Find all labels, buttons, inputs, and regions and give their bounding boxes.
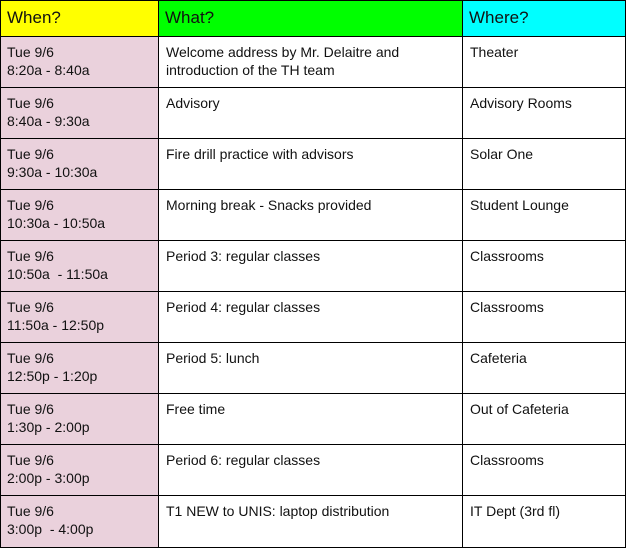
when-cell — [1, 445, 159, 496]
day-text: Tue 9/6 — [7, 44, 54, 60]
time-text: 10:30a - 10:50a — [7, 215, 106, 231]
table-row — [1, 445, 626, 496]
table-row — [1, 241, 626, 292]
day-text: Tue 9/6 — [7, 452, 54, 468]
where-cell: Solar One — [463, 139, 626, 190]
where-cell: Classrooms — [463, 292, 626, 343]
when-cell — [1, 88, 159, 139]
table-row — [1, 394, 626, 445]
day-text: Tue 9/6 — [7, 146, 54, 162]
table-row — [1, 139, 626, 190]
table-row — [1, 292, 626, 343]
when-cell — [1, 343, 159, 394]
day-text: Tue 9/6 — [7, 401, 54, 417]
when-cell — [1, 394, 159, 445]
time-text: 3:00p - 4:00p — [7, 521, 94, 537]
time-text: 9:30a - 10:30a — [7, 164, 98, 180]
day-text: Tue 9/6 — [7, 197, 54, 213]
what-cell: Advisory — [159, 88, 463, 139]
what-cell: Fire drill practice with advisors — [159, 139, 463, 190]
where-cell: Cafeteria — [463, 343, 626, 394]
table-row — [1, 37, 626, 88]
where-header: Where? — [463, 1, 626, 37]
when-cell — [1, 139, 159, 190]
where-cell: Student Lounge — [463, 190, 626, 241]
time-text: 8:40a - 9:30a — [7, 113, 90, 129]
day-text: Tue 9/6 — [7, 350, 54, 366]
what-cell: Morning break - Snacks provided — [159, 190, 463, 241]
where-cell: Out of Cafeteria — [463, 394, 626, 445]
what-header: What? — [159, 1, 463, 37]
time-text: 2:00p - 3:00p — [7, 470, 90, 486]
what-cell: Period 4: regular classes — [159, 292, 463, 343]
time-text: 12:50p - 1:20p — [7, 368, 98, 384]
when-cell — [1, 241, 159, 292]
what-cell: Welcome address by Mr. Delaitre and introduction of the TH team — [159, 37, 463, 88]
what-cell: T1 NEW to UNIS: laptop distribution — [159, 496, 463, 548]
time-text: 1:30p - 2:00p — [7, 419, 90, 435]
table-row — [1, 88, 626, 139]
what-cell: Free time — [159, 394, 463, 445]
time-text: 10:50a - 11:50a — [7, 266, 108, 282]
day-text: Tue 9/6 — [7, 503, 54, 519]
where-cell: Theater — [463, 37, 626, 88]
day-text: Tue 9/6 — [7, 248, 54, 264]
where-cell: Advisory Rooms — [463, 88, 626, 139]
where-cell: Classrooms — [463, 445, 626, 496]
where-cell: Classrooms — [463, 241, 626, 292]
what-cell: Period 3: regular classes — [159, 241, 463, 292]
day-text: Tue 9/6 — [7, 95, 54, 111]
where-cell: IT Dept (3rd fl) — [463, 496, 626, 548]
table-row — [1, 343, 626, 394]
time-text: 11:50a - 12:50p — [7, 317, 105, 333]
what-cell: Period 5: lunch — [159, 343, 463, 394]
what-cell: Period 6: regular classes — [159, 445, 463, 496]
time-text: 8:20a - 8:40a — [7, 62, 90, 78]
table-row — [1, 190, 626, 241]
when-cell — [1, 37, 159, 88]
when-header: When? — [1, 1, 159, 37]
when-cell — [1, 496, 159, 548]
day-text: Tue 9/6 — [7, 299, 54, 315]
table-row — [1, 496, 626, 548]
when-cell — [1, 190, 159, 241]
header-row — [1, 1, 626, 37]
when-cell — [1, 292, 159, 343]
